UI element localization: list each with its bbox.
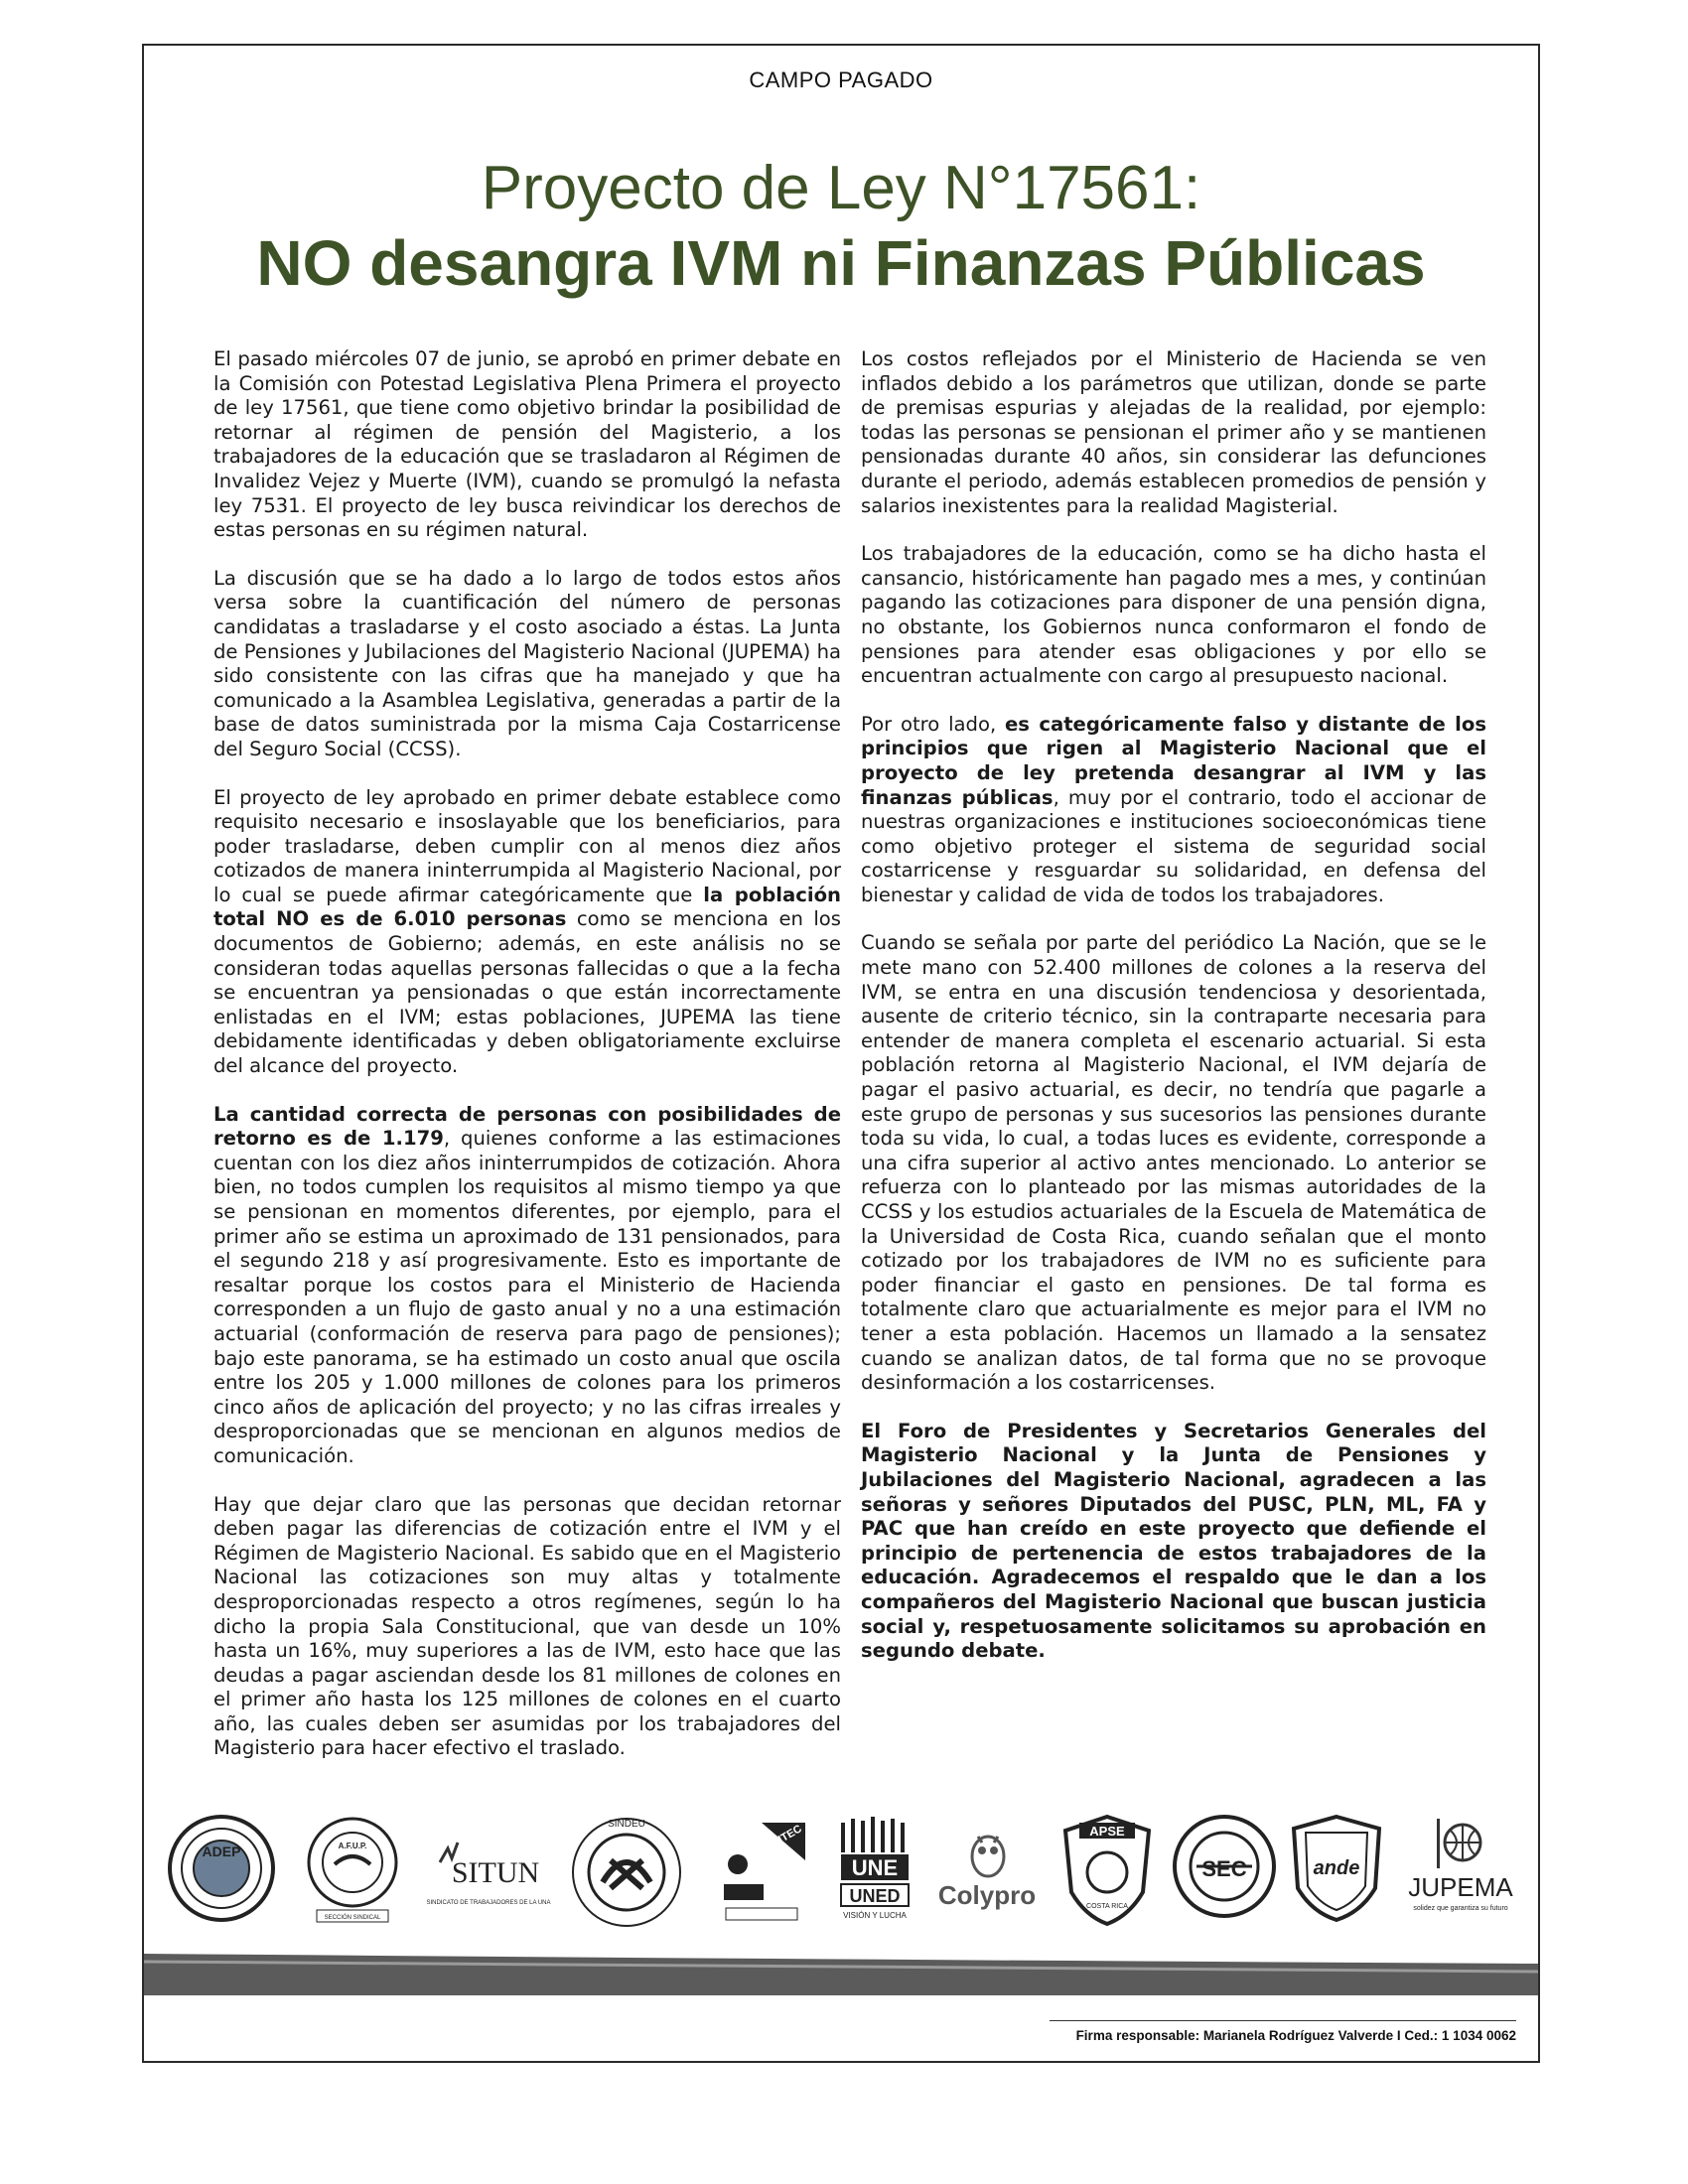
paragraph: El pasado miércoles 07 de junio, se aprobó en primer debate en la Comisión con Potestad Legislativa Plena Primera el proyecto de ley 17561, que tiene como objetivo brindar la posibilidad de retornar al régimen de pensión del Magisterio, a los trabajadores de la educación que se trasladaron al Régimen de Invalidez Vejez y Muerte (IVM), cuando se promulgó la nefasta ley 7531. El proyecto de ley busca reivindicar los derechos de estas personas en su régimen natural. [213, 347, 841, 542]
owl-icon [972, 1837, 1004, 1876]
adep-logo-text: ADEP [202, 1843, 241, 1859]
ande-logo [1288, 1813, 1385, 1924]
paragraph: Cuando se señala por parte del periódico La Nación, que se le mete mano con 52.400 millones de colones a la reserva del IVM, se entra en una discusión tendenciosa y desorientada, ausente de criterio técnico, sin la contraparte necesaria para entender de manera completa el escenario actuarial. Si esta población retorna al Magisterio Nacional, el IVM dejaría de pagar el pasivo actuarial, es decir, no tendría que pagarle a este grupo de personas y sus sucesorios las pensiones durante toda su vida, lo cual, a todas luces es evidente, corresponde a una cifra superior al activo antes mencionado. Lo anterior se refuerza con lo planteado por las mismas autoridades de la CCSS y los estudios actuariales de la Escuela de Matemática de la Universidad de Costa Rica, cuando señalan que el monto cotizado por los trabajadores de IVM no es suficiente para poder financiar el gasto en pensiones. De tal forma es totalmente claro que actuarialmente es mejor para el IVM no tener a esta población. Hacemos un llamado a la sensatez cuando se analizan datos, de tal forma que no se provoque desinformación a los costarricenses. [861, 931, 1486, 1395]
text-run: , quienes conforme a las estimaciones cuentan con los diez años ininterrumpidos de cotización. Ahora bien, no todos cumplen los requisitos al mismo tiempo ya que se pensionan en momentos diferentes, por ejemplo, para el primer año se estima un aproximado de 131 pensionados, para el segundo 218 y así progresivamente. Esto es importante de resaltar porque los costos para el Ministerio de Hacienda corresponden a un flujo de gasto anual y no a una estimación actuarial (conformación de reserva para pago de pensiones); bajo este panorama, se ha estimado un costo anual que oscila entre los 205 y 1.000 millones de colones para los primeros cinco años de aplicación del proyecto; y no las cifras irreales y desproporcionadas que se mencionan en algunos medios de comunicación. [213, 1127, 841, 1467]
sindeu-logo [567, 1813, 686, 1932]
paid-field-label: CAMPO PAGADO [749, 68, 933, 92]
uned-logo-text: UNED [849, 1886, 901, 1906]
paragraph: Los costos reflejados por el Ministerio de Hacienda se ven inflados debido a los parámetros que utilizan, donde se parte de premisas espurias y alejadas de la realidad, por ejemplo: todas las personas se pensionan el primer año y se mantienen pensionadas durante 40 años, sin considerar las defunciones durante el periodo, además establecen promedios de pensión y salarios inexistentes para la realidad Magisterial. [861, 347, 1486, 517]
afitec-logo [704, 1813, 815, 1924]
une-logo-caption: VISIÓN Y LUCHA [843, 1911, 907, 1920]
footer-band [144, 1954, 1538, 2063]
text-run: Por otro lado, [861, 712, 1005, 736]
paragraph [861, 713, 1486, 908]
apse-logo-caption: COSTA RICA [1086, 1903, 1128, 1910]
signature-rule [1050, 2020, 1516, 2021]
text-run: como se menciona en los documentos de Gobierno; además, en este análisis no se consideran todas aquellas personas fallecidas o que a la fecha se encuentran ya pensionadas o que están incorrectamente enlistadas en el IVM; estas poblaciones, JUPEMA las tiene debidamente identificadas y deben obligatoriamente excluirse del alcance del proyecto. [213, 907, 841, 1078]
paragraph: Hay que dejar claro que las personas que decidan retornar deben pagar las diferencias de cotización entre el IVM y el Régimen de Magisterio Nacional. Es sabido que en el Magisterio Nacional las cotizaciones son muy altas y totalmente desproporcionadas respecto a otros regímenes, según lo ha dicho la propia Sala Constitucional, que van desde un 10% hasta un 16%, muy superiores a las de IVM, esto hace que las deudas a pagar asciendan desde los 81 millones de colones en el primer año hasta los 125 millones de colones en el cuarto año, las cuales deben ser asumidas por los trabajadores del Magisterio para hacer efectivo el traslado. [213, 1492, 841, 1760]
colypro-logo-text: Colypro [937, 1880, 1037, 1910]
une-logo-text: UNE [851, 1855, 899, 1880]
sindeu-logo-text: SINDEU [608, 1819, 645, 1830]
sec-logo [1171, 1813, 1278, 1920]
headline-line-2: NO desangra IVM ni Finanzas Públicas [256, 227, 1426, 299]
ande-logo-text: ande [1313, 1857, 1360, 1879]
text-run: , muy por el contrario, todo el accionar de nuestras organizaciones e instituciones socioeconómicas tiene como objetivo proteger el sistema de seguridad social costarricense y resguardar su solidaridad, en defensa del bienestar y calidad de vida de todos los trabajadores. [861, 785, 1487, 906]
apse-logo-text: APSE [1089, 1824, 1125, 1839]
headline-line-1: Proyecto de Ley N°17561: [481, 154, 1201, 222]
bold-text-run: El Foro de Presidentes y Secretarios Generales del Magisterio Nacional y la Junta de Pensiones y Jubilaciones del Magisterio Nacional, agradecen a las señoras y señores Diputados del PUSC, PLN, ML, FA y PAC que han creído en este proyecto que defiende el principio de pertenencia de estos trabajadores de la educación. Agradecemos el respaldo que le dan a los compañeros del Magisterio Nacional que buscan justicia social y, respetuosamente solicitamos su aprobación en segundo debate. [861, 1419, 1486, 1663]
une-logo [833, 1813, 916, 1932]
afup-logo-caption: SECCIÓN SINDICAL [324, 1915, 381, 1921]
paid-notice-frame [142, 44, 1540, 2063]
left-column [213, 347, 841, 1785]
bold-text-run: La cantidad correcta de personas con posibilidades de retorno es de 1.179 [213, 1102, 841, 1151]
paragraph [213, 786, 841, 1079]
adep-logo [166, 1813, 277, 1924]
organization-logos-row [166, 1813, 1524, 1932]
globe-icon [1445, 1825, 1480, 1860]
jupema-logo [1397, 1813, 1524, 1924]
afitec-logo-text: AFITEC [764, 1823, 804, 1853]
jupema-logo-text: JUPEMA [1408, 1872, 1513, 1902]
paragraph: La discusión que se ha dado a lo largo de todos estos años versa sobre la cuantificación del número de personas candidatas a trasladarse y el costo asociado a éstas. La Junta de Pensiones y Jubilaciones del Magisterio Nacional (JUPEMA) ha sido consistente con las cifras que ha manejado y que ha comunicado a la Asamblea Legislativa, generadas a partir de la base de datos suministrada por la misma Caja Costarricense del Seguro Social (CCSS). [213, 566, 841, 760]
paragraph [861, 1420, 1486, 1664]
bold-text-run: es categóricamente falso y distante de los principios que rigen al Magisterio Nacional que el proyecto de ley pretenda desangrar al IVM y las finanzas públicas [861, 712, 1487, 809]
situn-logo-caption: SINDICATO DE TRABAJADORES DE LA UNA [426, 1900, 551, 1906]
situn-logo [426, 1813, 551, 1924]
sec-logo-text: SEC [1201, 1856, 1247, 1881]
text-run: El proyecto de ley aprobado en primer debate establece como requisito necesario e insoslayable que los beneficiarios, para poder trasladarse, deben cumplir con al menos diez años cotizados de manera ininterrumpida al Magisterio Nacional, por lo cual se puede afirmar categóricamente que [213, 785, 841, 906]
afup-logo-text: A.F.U.P. [338, 1842, 367, 1850]
apse-logo [1059, 1813, 1155, 1928]
situn-logo-text: SITUN [451, 1856, 540, 1889]
responsible-signature: Firma responsable: Marianela Rodríguez Valverde I Ced.: 1 1034 0062 [1075, 2028, 1516, 2043]
colypro-logo [928, 1813, 1046, 1924]
bold-text-run: la población total NO es de 6.010 personas [213, 883, 841, 931]
jupema-logo-tagline: solidez que garantiza su futuro [1413, 1905, 1508, 1912]
right-column [861, 347, 1486, 1688]
paragraph [213, 1103, 841, 1469]
paragraph: Los trabajadores de la educación, como se ha dicho hasta el cansancio, históricamente han pagado mes a mes, y continúan pagando las cotizaciones para disponer de una pensión digna, no obstante, los Gobiernos nunca conformaron el fondo de pensiones para atender esas obligaciones y por ello se encuentran actualmente con cargo al presupuesto nacional. [861, 542, 1486, 688]
afup-logo [297, 1813, 408, 1924]
